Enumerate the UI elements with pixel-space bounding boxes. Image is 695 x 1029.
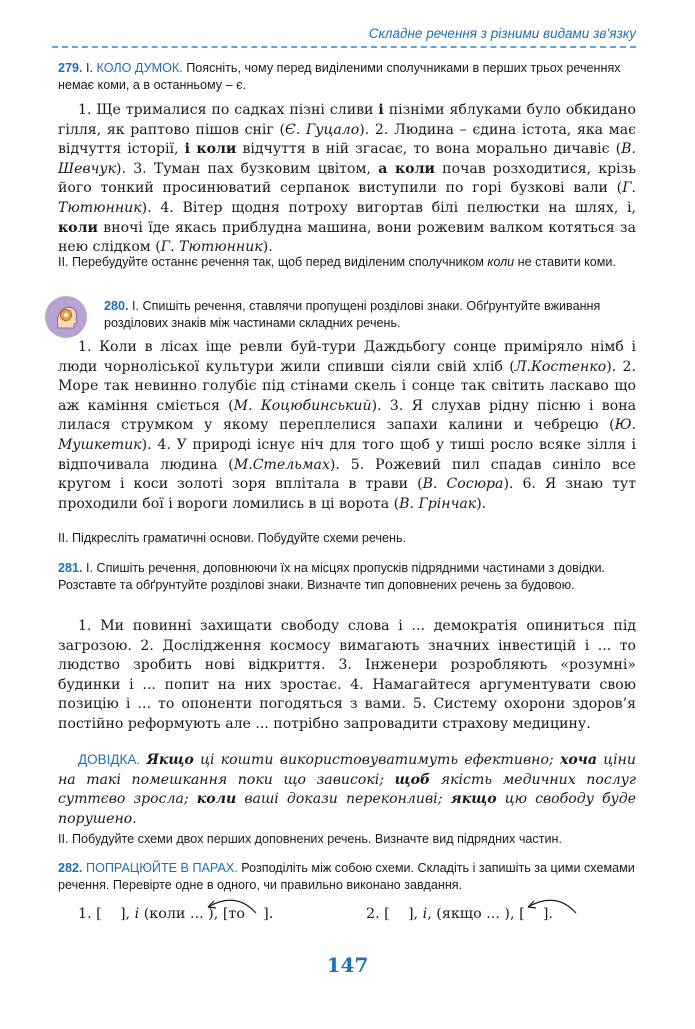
reference-box: ДОВІДКА. Якщо ці кошти використовуватимуть ефективно; хоча ціни на такі помешкання поки що зависокі; щоб якість медичних послуг суттєво зросла; коли ваші докази переконливі; якщо цю свободу буде порушено. (58, 752, 637, 827)
sentence-schema-1: 1. [ ], і (коли ... ), [то ]. (78, 906, 274, 922)
sentence-schema-2: 2. [ ], і, (якщо ... ), [ ]. (366, 906, 553, 922)
exercise-281-part2: II. Побудуйте схеми двох перших доповнених речень. Визначте вид підрядних частин. (58, 832, 562, 846)
thinking-head-icon (44, 295, 88, 339)
running-head: Складне речення з різними видами зв’язку (368, 26, 636, 41)
exercise-279-part2: II. Перебудуйте останнє речення так, щоб перед виділеним сполучником коли не ставити коми. (58, 255, 616, 269)
exercise-281-task: 281. I. Спишіть речення, доповнюючи їх на місцях пропусків підрядними частинами з довідки. Розставте та обґрунтуйте розділові знаки. Визначте тип доповнених речень за будовою. (58, 561, 606, 592)
page-number: 147 (326, 953, 369, 977)
exercise-282-number: 282. (58, 861, 83, 875)
exercise-282-task: 282. ПОПРАЦЮЙТЕ В ПАРАХ. Розподіліть між собою схеми. Складіть і запишіть за цими схемами речення. Перевірте одне в одного, чи правильно виконано завдання. (58, 861, 635, 892)
exercise-280-number: 280. (104, 299, 129, 313)
exercise-279-label: КОЛО ДУМОК. (96, 61, 183, 75)
exercise-282-label: ПОПРАЦЮЙТЕ В ПАРАХ. (86, 861, 238, 875)
exercise-280-text: 1. Коли в лісах іще ревли буй-тури Даждьбогу сонце приміряло німб і люди чорноліської культури жили спивши сіяли свій хліб (Л.Костенко). 2. Море так невинно голубіє під стінами скель і сонце так світить ласкаво що аж каміння сміється (М. Коцюбинський). 3. Я слухав рідну пісню і вона лилася струмком у якому переплелися запахи калини и чебрецю (Ю. Мушкетик). 4. У природі існує ніч для того щоб у тиші росло всяке зілля і відпочивала людина (М.Стельмах). 5. Рожевий пил спадав синіло все кругом і коси золоті зоря вплітала в трави (В. Сосюра). 6. Я знаю тут проходили бої і вороги ломились в ці ворота (В. Грінчак). (58, 339, 637, 512)
schema-1-arrow-icon (200, 893, 262, 915)
exercise-281-number: 281. (58, 561, 83, 575)
exercise-280-task: 280. I. Спишіть речення, ставлячи пропущені розділові знаки. Обґрунтуйте вживання розділових знаків між частинами складних речень. (104, 299, 601, 330)
exercise-279-number: 279. (58, 61, 83, 75)
header-divider (52, 46, 636, 48)
exercise-281-text: 1. Ми повинні захищати свободу слова і ... демократія опиниться під загрозою. 2. Дослідження космосу вимагають значних інвестицій і ... то людство зробить нові відкриття. 3. Інженери розробляють «розумні» будинки і ... попит на них зростає. 4. Намагайтеся аргументувати свою позицію і ... то опоненти погодяться з вами. 5. Систему охорони здоров’я постійно реформують але ... потрібно запровадити страхову медицину. (58, 618, 636, 732)
schema-2-arrow-icon (520, 893, 582, 915)
exercise-279-task: 279. I. КОЛО ДУМОК. Поясніть, чому перед виділеними сполучниками в перших трьох реченнях немає коми, а в останньому – є. (58, 61, 621, 92)
reference-label: ДОВІДКА. (78, 752, 141, 767)
exercise-280-part2: II. Підкресліть граматичні основи. Побудуйте схеми речень. (58, 531, 407, 545)
exercise-279-text: 1. Ще трималися по садках пізні сливи і пізніми яблуками було обкидано гілля, як раптово пішов сніг (Є. Гуцало). 2. Людина – єдина істота, яка має відчуття історії, і коли відчуття в ній згасає, то вона морально дичавіє (В. Шевчук). 3. Туман пах бузковим цвітом, а коли почав розходитися, крізь його тонкий просинюватий серпанок виступили по горі бузкові вали (Г. Тютюнник). 4. Вітер щодня потроху вигортав білі пелюстки на шлях, і, коли вночі їде якась приблудна машина, вони рожевим валком котяться за нею слідком (Г. Тютюнник). (58, 102, 637, 256)
